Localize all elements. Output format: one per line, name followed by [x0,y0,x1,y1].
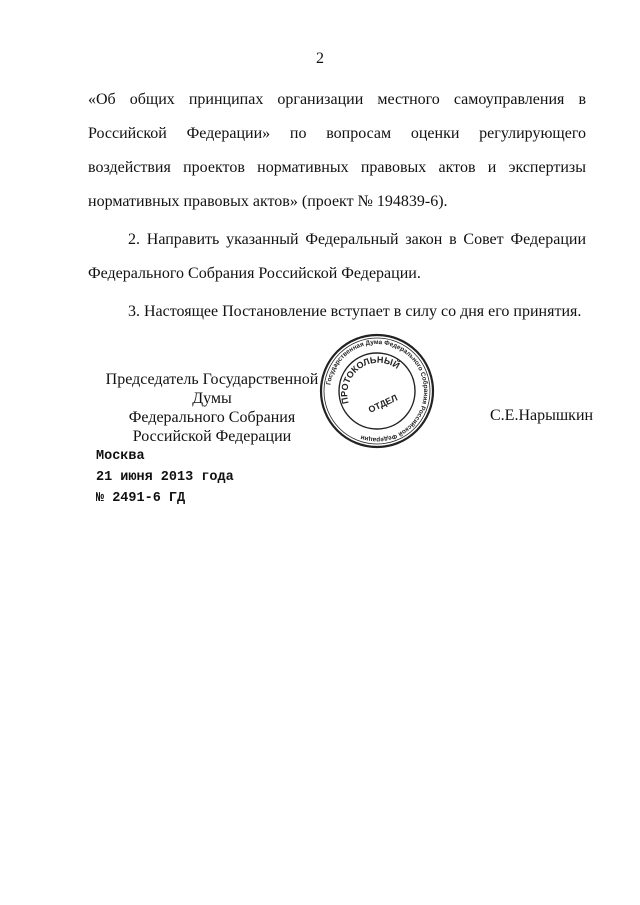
signatory-title-line-1: Председатель Государственной Думы [105,371,319,407]
official-seal-stamp [318,332,436,450]
footer-city: Москва [96,449,145,464]
paragraph-3: 3. Настоящее Постановление вступает в силу со дня его принятия. [128,303,582,320]
seal-icon [318,332,436,450]
seal-inner-top: ПРОТОКОЛЬНЫЙ [339,354,402,405]
signatory-title-line-3: Российской Федерации [132,428,292,445]
paragraph-2: 2. Направить указанный Федеральный закон в Совет Федерации Федерального Собрания Российской Федерации. [88,231,586,282]
footer-number: № 2491-6 ГД [96,491,186,506]
signatory-name: С.Е.Нарышкин [490,407,594,424]
document-footer [96,446,234,509]
page-number: 2 [316,50,324,67]
footer-date: 21 июня 2013 года [96,470,234,485]
signatory-title-line-2: Федерального Собрания [128,409,296,426]
signatory-title [92,370,332,446]
seal-outer-text: Государственная Дума Федерального Собрания Российской Федерации [325,338,430,444]
seal-inner-bottom: ОТДЕЛ [366,392,400,415]
paragraph-law-title: «Об общих принципах организации местного самоуправления в Российской Федерации» по вопросам оценки регулирующего воздействия проектов нормативных правовых актов и экспертизы нормативных правовых актов» (проект № 194839-6). [88,91,586,210]
